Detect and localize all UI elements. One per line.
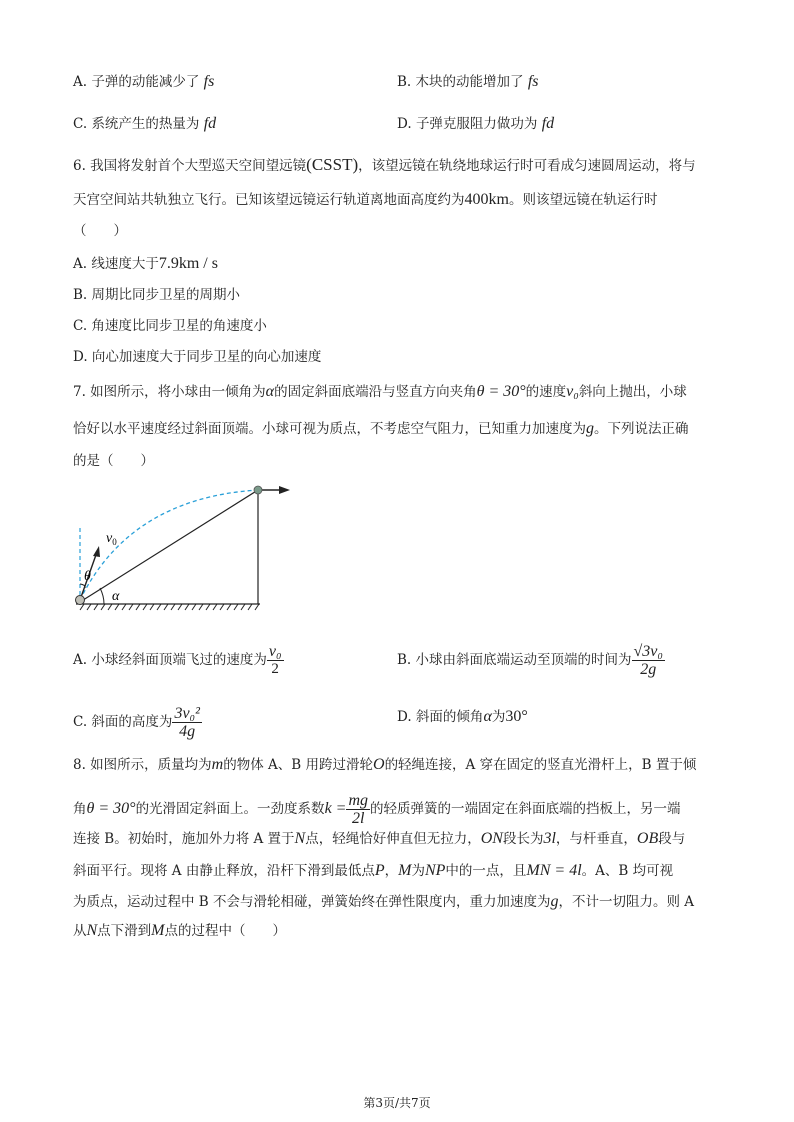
q8-stem-line-5 [73, 892, 694, 912]
q6-answer-blank: （ ） [73, 223, 127, 239]
q6-text: 6. 我国将发射首个大型巡天空间望远镜 [73, 158, 307, 174]
q5-option-c-text: 系统产生的热量为 [91, 116, 200, 132]
q7-option-c-fraction [172, 705, 201, 740]
theta-label: θ [84, 569, 91, 584]
q5-option-b-text: 木块的动能增加了 [415, 74, 524, 90]
fraction-denominator: 2l [352, 810, 365, 827]
q8-m-point: M [398, 862, 412, 879]
q5-option-b-formula: fs [527, 73, 539, 90]
q7-stem-line-1 [73, 382, 687, 402]
q8-text: 的轻质弹簧的一端固定在斜面底端的挡板上，另一端 [370, 801, 681, 817]
q6-text: 天宫空间站共轨独立飞行。已知该望远镜运行轨道离地面高度约为 [73, 192, 465, 208]
q7-theta-value: θ = 30° [476, 383, 526, 400]
q8-g: g [550, 893, 559, 910]
q8-text: 为 [411, 863, 425, 879]
q5-option-b-label: B. [397, 74, 412, 90]
q8-text: 从 [73, 923, 87, 939]
q6-stem-line-1 [73, 155, 696, 176]
q8-on: ON [480, 830, 503, 847]
q5-option-d-label: D. [397, 116, 412, 132]
fraction-numerator: 3v₀² [174, 705, 200, 722]
q7-option-c-text: C. 斜面的高度为 [73, 714, 173, 730]
q8-stem-line-6 [73, 921, 286, 941]
q7-option-a-text: A. 小球经斜面顶端飞过的速度为 [73, 652, 267, 668]
q8-k-fraction [346, 792, 370, 827]
q8-text: ， [384, 863, 399, 879]
q8-stem-line-3 [73, 829, 685, 849]
q5-option-a-label: A. [73, 74, 88, 90]
page-footer: 第3页/共7页 [363, 1096, 431, 1110]
q5-option-a-text: 子弹的动能减少了 [91, 74, 200, 90]
q6-csst: (CSST) [306, 155, 359, 174]
q7-option-d-text: 为 [491, 709, 506, 725]
q8-text: 中的一点，且 [445, 863, 527, 879]
incline-surface [80, 490, 258, 602]
q8-stem-line-4 [73, 861, 673, 881]
q7-stem-line-2 [73, 419, 689, 439]
q7-text: 。下列说法正确 [594, 421, 689, 437]
q5-option-c-label: C. [73, 116, 88, 132]
q7-option-d-value: 30° [505, 708, 528, 725]
q8-3l: 3l [543, 830, 556, 847]
ball-start [76, 596, 85, 605]
q8-text: 段与 [658, 831, 686, 847]
q6-option-d[interactable]: D. 向心加速度大于同步卫星的向心加速度 [73, 349, 322, 365]
alpha-arc [100, 588, 104, 604]
q6-option-a[interactable] [73, 254, 218, 274]
q7-stem-line-3: 的是（ ） [73, 453, 154, 469]
q7-option-d-alpha: α [483, 708, 492, 725]
q6-text: 。则该望远镜在轨运行时 [508, 192, 658, 208]
q8-np: NP [424, 862, 446, 879]
q7-option-a-fraction [267, 643, 284, 678]
q5-option-b[interactable] [397, 72, 538, 92]
q8-text: ，不计一切阻力。则 A [558, 894, 695, 910]
q8-ob: OB [636, 830, 659, 847]
q6-option-a-text: A. 线速度大于 [73, 256, 159, 272]
fraction-numerator: √3v₀ [633, 643, 663, 660]
q5-option-a[interactable] [73, 72, 214, 92]
q8-p: P [374, 862, 385, 879]
q5-option-c-formula: fd [203, 115, 217, 132]
q8-text: 的轻绳连接，A 穿在固定的竖直光滑杆上，B 置于倾 [384, 757, 697, 773]
q8-text: 角 [73, 801, 87, 817]
q6-option-c[interactable]: C. 角速度比同步卫星的角速度小 [73, 318, 267, 334]
q7-text: 的速度 [525, 384, 567, 400]
q6-option-a-value: 7.9km / s [158, 255, 218, 272]
q7-option-d[interactable] [397, 707, 528, 727]
q8-m: m [211, 756, 224, 773]
q8-text: ，与杆垂直， [555, 831, 637, 847]
q7-text: 斜向上抛出，小球 [578, 384, 687, 400]
q8-text: 8. 如图所示，质量均为 [73, 757, 212, 773]
q8-text: 点，轻绳恰好伸直但无拉力， [305, 831, 481, 847]
q5-option-c[interactable] [73, 114, 216, 134]
q5-option-a-formula: fs [203, 73, 215, 90]
q8-text: 的物体 A、B 用跨过滑轮 [223, 757, 373, 773]
q8-m-point: M [151, 922, 165, 939]
fraction-denominator: 2 [271, 661, 279, 677]
q8-n: N [86, 922, 98, 939]
fraction-numerator: mg [348, 792, 369, 809]
q8-text: 的光滑固定斜面上。一劲度系数 [135, 801, 325, 817]
q8-n: N [294, 830, 306, 847]
ground-hatch [80, 604, 259, 610]
q7-option-d-text: D. 斜面的倾角 [397, 709, 484, 725]
ball-top [254, 486, 262, 494]
q8-text: 为质点，运动过程中 B 不会与滑轮相碰，弹簧始终在弹性限度内，重力加速度为 [73, 894, 551, 910]
fraction-denominator: 4g [179, 723, 196, 740]
q7-v0: v₀ [566, 383, 579, 400]
q5-option-d-formula: fd [541, 115, 555, 132]
q6-stem-line-2 [73, 190, 657, 210]
fraction-denominator: 2g [640, 661, 657, 678]
q7-option-b-fraction [632, 643, 665, 678]
q7-g: g [586, 420, 594, 437]
q8-mn: MN = 4l [526, 862, 582, 879]
q6-height-value: 400km [464, 191, 509, 208]
fraction-numerator: v₀ [268, 643, 282, 660]
q7-option-b[interactable] [397, 643, 665, 678]
v0-arrowhead [93, 546, 100, 557]
q8-text: 点的过程中（ ） [164, 923, 286, 939]
q8-k: k = [324, 800, 347, 817]
q6-option-b[interactable]: B. 周期比同步卫星的周期小 [73, 287, 241, 303]
top-velocity-arrowhead [279, 486, 290, 494]
q7-figure [70, 478, 300, 618]
q8-theta-value: θ = 30° [86, 800, 136, 817]
v0-label: $v_0$ [106, 531, 117, 547]
q8-stem-line-1 [73, 755, 696, 775]
q8-text: 段长为 [502, 831, 544, 847]
q7-text: 的固定斜面底端沿与竖直方向夹角 [274, 384, 477, 400]
q8-text: 。A、B 均可视 [581, 863, 674, 879]
q8-stem-line-2 [73, 792, 681, 827]
q8-o: O [373, 756, 385, 773]
q5-option-d[interactable] [397, 114, 554, 134]
q7-option-c[interactable] [73, 705, 202, 740]
q8-text: 连接 B。初始时，施加外力将 A 置于 [73, 831, 295, 847]
q5-option-d-text: 子弹克服阻力做功为 [415, 116, 538, 132]
q7-text: 恰好以水平速度经过斜面顶端。小球可视为质点，不考虑空气阻力，已知重力加速度为 [73, 421, 586, 437]
q7-alpha: α [265, 383, 275, 400]
alpha-label: α [112, 589, 120, 604]
q7-option-a[interactable] [73, 643, 284, 678]
q7-text: 7. 如图所示，将小球由一倾角为 [73, 384, 266, 400]
q8-text: 点下滑到 [97, 923, 152, 939]
q8-text: 斜面平行。现将 A 由静止释放，沿杆下滑到最低点 [73, 863, 375, 879]
q6-text: ，该望远镜在轨绕地球运行时可看成匀速圆周运动，将与 [358, 158, 696, 174]
q7-option-b-text: B. 小球由斜面底端运动至顶端的时间为 [397, 652, 632, 668]
